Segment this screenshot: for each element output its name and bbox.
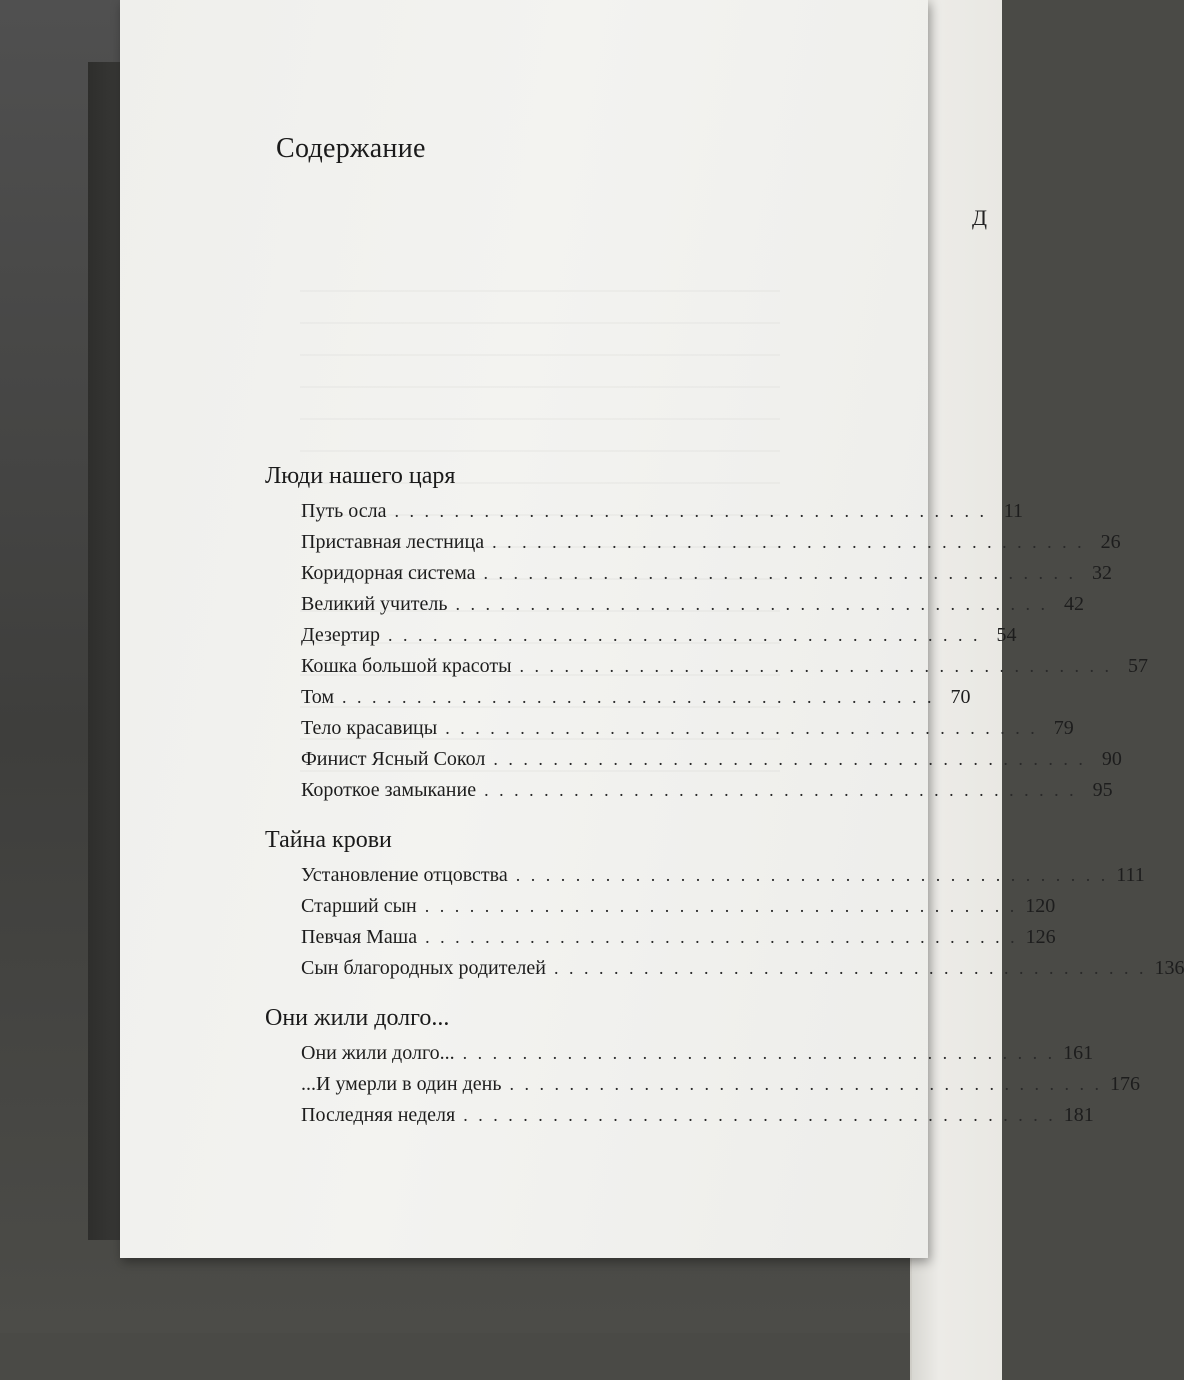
leader-dots: . . . . . . . . . . . . . . . . . . . . . . . . . . . . . . . . . . . . . . . . [394,501,988,521]
toc-entry-page: 120 [1025,895,1056,917]
leader-dots: . . . . . . . . . . . . . . . . . . . . . . . . . . . . . . . . . . . . . . . . [515,865,1109,885]
section-title: Люди нашего царя [265,463,456,489]
leader-dots: . . . . . . . . . . . . . . . . . . . . . . . . . . . . . . . . . . . . . . . . [445,718,1038,738]
leader-dots: . . . . . . . . . . . . . . . . . . . . . . . . . . . . . . . . . . . . . . . . [342,687,935,707]
leader-dots: . . . . . . . . . . . . . . . . . . . . . . . . . . . . . . . . . . . . . . . . [463,1105,1056,1125]
toc-entry-page: 111 [1116,864,1145,886]
toc-entry-page: 79 [1053,717,1074,739]
toc-entry-label: Кошка большой красоты [301,655,512,677]
leader-dots: . . . . . . . . . . . . . . . . . . . . . . . . . . . . . . . . . . . . . . . . [484,780,1077,800]
toc-entry[interactable] [265,558,1112,589]
toc-entry-label: Они жили долго... [301,1042,455,1064]
toc-entry[interactable] [265,651,1149,682]
toc-entry[interactable] [265,713,1074,744]
toc-entry[interactable] [265,1100,1094,1131]
toc-entry-page: 161 [1063,1042,1094,1064]
leader-dots: . . . . . . . . . . . . . . . . . . . . . . . . . . . . . . . . . . . . . . . . [492,532,1085,552]
toc-entry-label: Короткое замыкание [301,779,477,801]
toc-entry-page: 136 [1154,957,1184,979]
toc-entry-label: Финист Ясный Сокол [301,748,486,770]
toc-entry-page: 32 [1091,562,1112,584]
toc-entry-page: 126 [1025,926,1056,948]
table-of-contents [265,452,1184,1131]
toc-entry[interactable] [265,682,971,713]
leader-dots: . . . . . . . . . . . . . . . . . . . . . . . . . . . . . . . . . . . . . . . . [425,927,1018,947]
toc-entry-label: Дезертир [301,624,380,646]
toc-entry-label: Тело красавицы [301,717,438,739]
toc-entry-label: Великий учитель [301,593,448,615]
toc-entry-page: 54 [996,624,1017,646]
leader-dots: . . . . . . . . . . . . . . . . . . . . . . . . . . . . . . . . . . . . . . . . [424,896,1018,916]
leader-dots: . . . . . . . . . . . . . . . . . . . . . . . . . . . . . . . . . . . . . . . . [553,958,1147,978]
toc-entry[interactable] [265,589,1085,620]
toc-entry-label: Том [301,686,334,708]
toc-entry[interactable] [265,891,1056,922]
leader-dots: . . . . . . . . . . . . . . . . . . . . . . . . . . . . . . . . . . . . . . . . [509,1074,1102,1094]
toc-entry-page: 26 [1100,531,1121,553]
toc-entry-page: 42 [1064,593,1085,615]
page-title: Содержание [276,133,426,164]
toc-entry-page: 57 [1128,655,1149,677]
leader-dots: . . . . . . . . . . . . . . . . . . . . . . . . . . . . . . . . . . . . . . . . [462,1043,1056,1063]
toc-entry-page: 11 [1003,500,1024,522]
toc-entry-page: 181 [1063,1104,1094,1126]
toc-entry-label: Певчая Маша [301,926,418,948]
toc-entry-page: 176 [1109,1073,1140,1095]
toc-entry-label: Приставная лестница [301,531,485,553]
toc-entry[interactable] [265,527,1121,558]
leader-dots: . . . . . . . . . . . . . . . . . . . . . . . . . . . . . . . . . . . . . . . . [387,625,981,645]
toc-entry[interactable] [265,775,1113,806]
toc-entry-page: 95 [1092,779,1113,801]
toc-entry-label: Установление отцовства [301,864,508,886]
toc-entry[interactable] [265,620,1017,651]
toc-entry-label: Старший сын [301,895,417,917]
facing-page-letter: Д [972,205,988,230]
toc-entry[interactable] [265,860,1145,891]
toc-entry-label: Путь осла [301,500,387,522]
section-title: Тайна крови [265,827,392,853]
toc-entry-label: Коридорная система [301,562,476,584]
leader-dots: . . . . . . . . . . . . . . . . . . . . . . . . . . . . . . . . . . . . . . . . [455,594,1049,614]
toc-entry[interactable] [265,1038,1094,1069]
leader-dots: . . . . . . . . . . . . . . . . . . . . . . . . . . . . . . . . . . . . . . . . [493,749,1086,769]
toc-entry-label: ...И умерли в один день [301,1073,502,1095]
leader-dots: . . . . . . . . . . . . . . . . . . . . . . . . . . . . . . . . . . . . . . . . [519,656,1113,676]
toc-entry[interactable] [265,922,1056,953]
toc-entry-label: Последняя неделя [301,1104,456,1126]
toc-entry-page: 70 [950,686,971,708]
toc-entry[interactable] [265,744,1122,775]
toc-entry-label: Сын благородных родителей [301,957,546,979]
toc-entry[interactable] [265,496,1024,527]
leader-dots: . . . . . . . . . . . . . . . . . . . . . . . . . . . . . . . . . . . . . . . . [483,563,1076,583]
toc-entry[interactable] [265,1069,1140,1100]
toc-entry-page: 90 [1101,748,1122,770]
toc-entry[interactable] [265,953,1184,984]
section-title: Они жили долго... [265,1005,450,1031]
